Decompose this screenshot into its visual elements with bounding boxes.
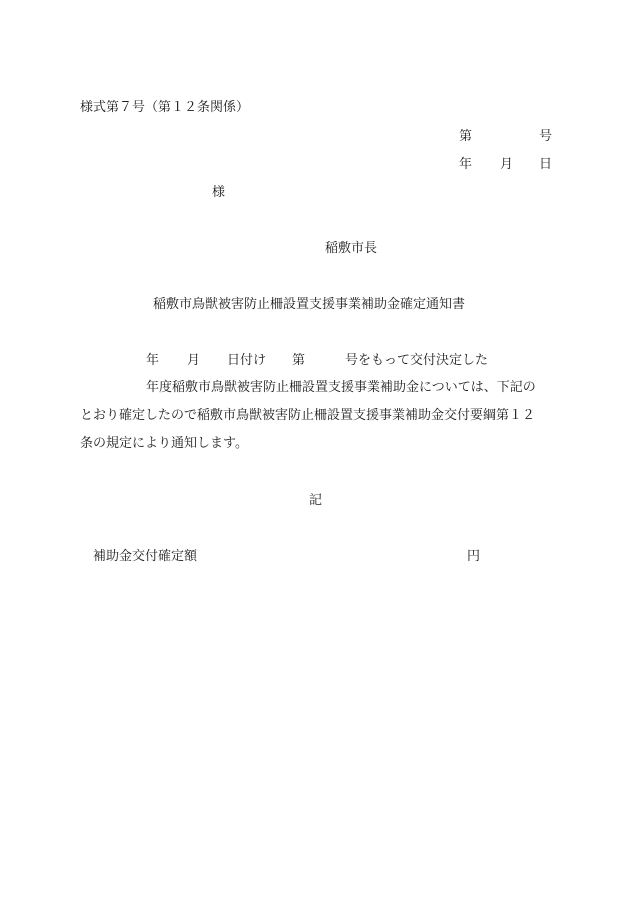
- body-num-prefix: 第: [292, 353, 306, 368]
- doc-number-prefix: 第: [459, 129, 473, 144]
- document-title: 稲敷市鳥獣被害防止柵設置支援事業補助金確定通知書: [153, 297, 466, 312]
- body-month: 月: [187, 353, 201, 368]
- body-line2: 年度稲敷市鳥獣被害防止柵設置支援事業補助金については、下記の: [146, 380, 536, 395]
- issuer: 稲敷市長: [325, 241, 378, 256]
- form-label: 様式第７号（第１２条関係）: [80, 100, 250, 115]
- recipient-suffix: 様: [212, 185, 226, 200]
- body-line1-rest: 号をもって交付決定した: [345, 353, 489, 368]
- record-heading: 記: [309, 493, 323, 508]
- amount-unit: 円: [467, 549, 481, 564]
- body-dated: 日付け: [227, 353, 267, 368]
- doc-number-suffix: 号: [539, 129, 553, 144]
- date-day: 日: [539, 157, 553, 172]
- date-month: 月: [500, 157, 514, 172]
- date-year: 年: [459, 157, 473, 172]
- body-year: 年: [146, 353, 160, 368]
- body-line4: 条の規定により通知します。: [80, 436, 248, 451]
- body-line3: とおり確定したので稲敷市鳥獣被害防止柵設置支援事業補助金交付要綱第１２: [80, 408, 536, 423]
- amount-label: 補助金交付確定額: [93, 549, 198, 564]
